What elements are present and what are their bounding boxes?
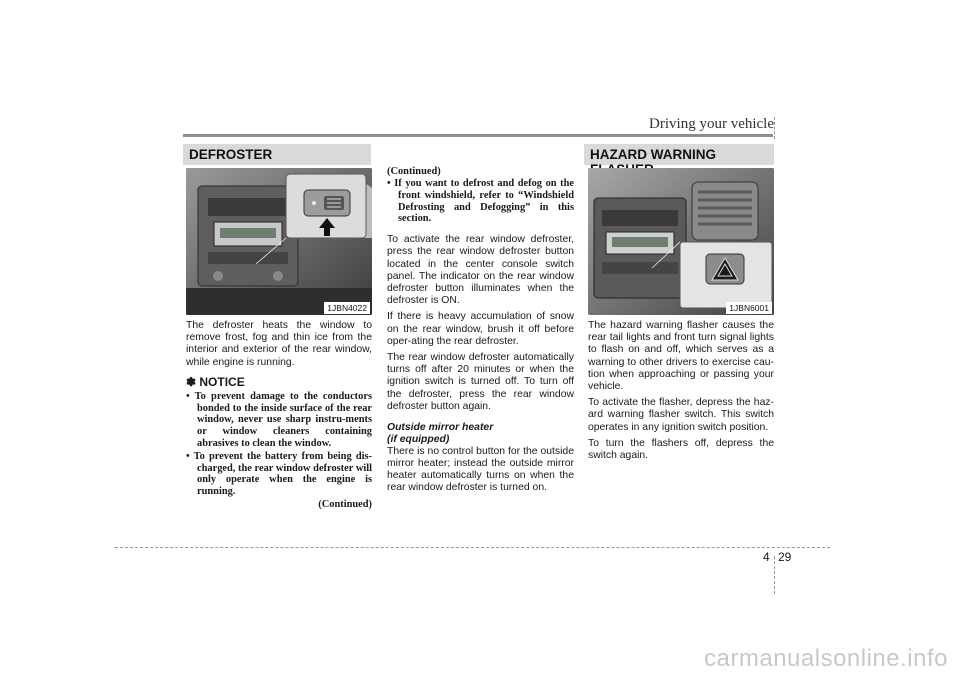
continued-bullet-list [387, 178, 574, 225]
hazard-activation-text: To activate the flasher, depress the haz-ard warning flasher switch. This switch operates in any ignition switch position. [588, 397, 774, 433]
defroster-intro-text: The defroster heats the window to remove frost, fog and thin ice from the interior and exterior of the rear window, while engine is running. [186, 320, 372, 368]
left-column [186, 168, 372, 510]
snow-text: If there is heavy accumulation of snow on the rear window, brush it off before oper-ating the rear defroster. [387, 311, 574, 347]
hazard-photo [588, 168, 774, 315]
header-rule [183, 134, 773, 137]
auto-off-text: The rear window defroster automatically turns off after 20 minutes or when the ignition switch is turned off. To turn off the defroster, press the rear window defroster button again. [387, 352, 574, 412]
page-number: 29 [778, 550, 792, 564]
hazard-console-illustration [588, 168, 774, 315]
hazard-intro-text: The hazard warning flasher causes the rear tail lights and front turn signal lights to flash on and off, which serves as a warning to other drivers to exercise cau-tion when approaching or passing your vehicle. [588, 320, 774, 393]
mirror-heater-heading: Outside mirror heater [387, 422, 494, 434]
windshield-bullet: • If you want to defrost and defog on the front windshield, refer to “Windshield Defrosting and Defogging” in this section. [387, 178, 574, 225]
notice-item: • To prevent damage to the conductors bonded to the inside surface of the rear window, never use sharp instru-ments or window cleaners containing abrasives to clean the window. [186, 390, 372, 449]
footer-vertical-rule [774, 556, 775, 594]
defroster-activation-text: To activate the rear window defroster, press the rear window defroster button located in the center console switch panel. The indicator on the rear window defroster button illuminates when the defroster is ON. [387, 234, 574, 307]
hazard-section-band [584, 144, 774, 165]
photo-code-label: 1JBN6001 [726, 302, 772, 314]
notice-item: • To prevent the battery from being dis-charged, the rear window defroster will only operate when the engine is running. [186, 450, 372, 498]
mirror-heater-subheading: (if equipped) [387, 433, 450, 445]
hazard-off-text: To turn the flashers off, depress the switch again. [588, 437, 774, 462]
header-vertical-rule [774, 117, 775, 139]
mirror-heater-text: There is no control button for the outside mirror heater; instead the outside mirror heater automatically turns on when the rear window defroster is turned on. [387, 445, 574, 494]
defroster-section-band [183, 144, 371, 165]
notice-heading: ✽ NOTICE [186, 374, 245, 389]
notice-list [186, 391, 372, 498]
defroster-section-title: DEFROSTER [189, 147, 273, 162]
running-header: Driving your vehicle [649, 116, 774, 132]
defroster-console-illustration [186, 168, 372, 315]
defroster-photo [186, 168, 372, 315]
chapter-number: 4 [763, 550, 770, 564]
footer-rule [115, 547, 830, 548]
middle-column [387, 166, 574, 498]
continued-label: (Continued) [387, 166, 441, 177]
watermark: carmanualsonline.info [704, 645, 948, 672]
hazard-section-title: HAZARD WARNING [590, 147, 716, 162]
right-column [588, 168, 774, 466]
photo-code-label: 1JBN4022 [324, 302, 370, 314]
continued-label: (Continued) [318, 498, 372, 510]
